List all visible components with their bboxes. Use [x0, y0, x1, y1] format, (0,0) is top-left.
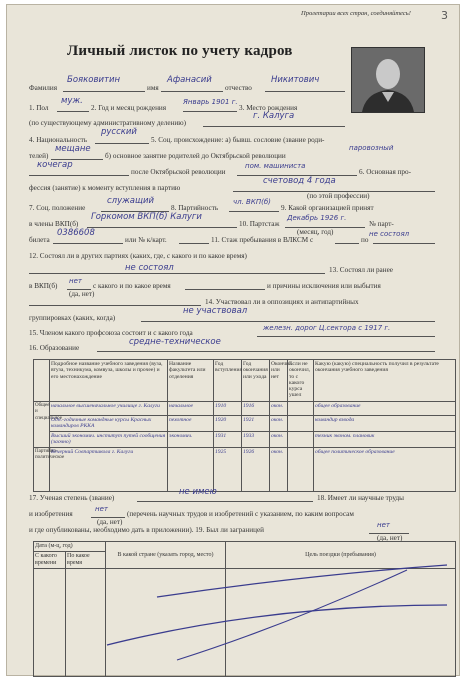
label-vkpb: в члены ВКП(б) [29, 220, 79, 228]
label-main-profession: 6. Основная про- [359, 168, 411, 176]
edu-cell: 1910 [214, 402, 242, 416]
edu-cell: Высший экономич. институт путей сообщения (заочно) [50, 431, 168, 447]
party-value: чл. ВКП(б) [233, 198, 271, 206]
birthplace-value: г. Калуга [253, 111, 295, 121]
edu-header-spec: Какую (какую) специальность получил в результате окончания учебного заведения [314, 360, 456, 402]
label-party-number: № парт- [369, 220, 394, 228]
edu-header-done: Окончил или нет [270, 360, 288, 402]
edu-group-party: Партийно-политическое [34, 447, 50, 491]
edu-cell: Одн.-годичные командные курсы Красных командиров РККА [50, 416, 168, 432]
label-organization: 9. Какой организацией принят [281, 204, 374, 212]
occupation-before-value: паровозный [349, 144, 394, 152]
komsomol-value: не состоял [369, 230, 410, 238]
label-birthplace: 3. Место рождения [239, 104, 298, 112]
label-ticket: билета [29, 236, 50, 244]
edu-cell: общее политическое образование [314, 447, 456, 491]
trip-purpose-label: Цель поездки (пребывания) [226, 542, 456, 569]
earlier-value: нет [69, 277, 82, 285]
page-number: 3 [441, 9, 448, 22]
patronymic-value: Никитович [271, 75, 320, 85]
edu-header-name: Подробное название учебного заведения (вуза, втуза, техникума, комвуза, школы и прочее) и его местонахождение [50, 360, 168, 402]
edu-group-general: Общее и специальное [34, 402, 50, 448]
birth-value: Январь 1901 г. [183, 98, 238, 106]
edu-cell: пехотное [168, 416, 214, 432]
works-value: нет [95, 505, 108, 513]
label-social-status: 7. Соц. положение [29, 204, 86, 212]
label-degree: 17. Ученая степень (звание) [29, 494, 115, 502]
edu-cell [168, 447, 214, 491]
label-birth: 2. Год и месяц рождения [91, 104, 167, 112]
motto: Пролетарии всех стран, соединяйтесь! [301, 10, 411, 17]
label-komsomol: 11. Стаж пребывания в ВЛКСМ с [211, 236, 314, 244]
edu-cell: 1925 [214, 447, 242, 491]
organization-value: Горкомом ВКП(б) Калуги [91, 212, 202, 222]
occupation-after-value: пом. машиниста [245, 162, 306, 170]
label-by-profession: (по этой профессии) [307, 192, 370, 200]
edu-cell: командир взвода [314, 416, 456, 432]
social-value: служащий [107, 196, 155, 206]
trips-table [33, 541, 456, 677]
edu-cell: окон. [270, 416, 288, 432]
label-groups: группировках (каких, когда) [29, 314, 116, 322]
label-after-revolution: после Октябрьской революции [131, 168, 226, 176]
name-value: Афанасий [167, 75, 212, 85]
edu-cell: общее образование [314, 402, 456, 416]
union-value: железн. дорог Ц.сектора с 1917 г. [263, 324, 391, 332]
page-title: Личный листок по учету кадров [67, 43, 293, 59]
label-union: 15. Членом какого профсоюза состоит и с какого года [29, 329, 193, 337]
profession-value: счетовод 4 года [263, 176, 336, 186]
label-other-parties: 12. Состоял ли в других партиях (каких, где, с какого и по какое время) [29, 252, 247, 260]
label-exclusion: и причины исключения или выбытия [267, 282, 381, 290]
trip-to-label: По какое время [66, 552, 106, 569]
edu-cell: экономич. [168, 431, 214, 447]
edu-header-end: Год окончания или ухода [242, 360, 270, 402]
table-row [34, 416, 456, 432]
edu-cell [288, 447, 314, 491]
label-published: и где опубликованы, необходимо дать в приложении). 19. Был ли заграницей [29, 526, 264, 534]
label-komsomol-to: по [361, 236, 369, 244]
label-card: или № к/карт. [125, 236, 167, 244]
education-value: средне-техническое [129, 337, 221, 347]
label-earlier: 13. Состоял ли ранее [329, 266, 393, 274]
label-sex: 1. Пол [29, 104, 49, 112]
edu-cell [288, 431, 314, 447]
edu-cell: 1933 [242, 431, 270, 447]
edu-header-course: Если не окончил, то с какого курса ушел [288, 360, 314, 402]
edu-cell: окон. [270, 402, 288, 416]
edu-header-faculty: Название факультета или отделения [168, 360, 214, 402]
opposition-value: не участвовал [183, 306, 248, 316]
edu-cell: окон. [270, 447, 288, 491]
trip-country-label: В какой стране (указать город, место) [106, 542, 226, 569]
other-parties-value: не состоял [125, 263, 174, 273]
edu-cell: начальное высшеначальное училище г. Калуги [50, 402, 168, 416]
label-profession-moment: фессия (занятие) к моменту вступления в партию [29, 184, 181, 192]
card-value: 0386608 [57, 228, 95, 238]
label-party: 8. Партийность [171, 204, 219, 212]
label-social-origin: 5. Соц. происхождение: а) бывш. сословие (звание роди- [151, 136, 325, 144]
edu-cell: 1926 [242, 447, 270, 491]
abroad-value: нет [377, 521, 390, 529]
edu-cell: 1920 [214, 416, 242, 432]
occupation-before2-value: кочегар [37, 160, 73, 170]
degree-value: не имею [179, 487, 217, 497]
edu-cell: Вечерний Совпартшкола г. Калуги [50, 447, 168, 491]
label-inventions-list: (перечень научных трудов и изобретений с указанием, по каким вопросам [127, 510, 354, 518]
label-period: с какого и по какое время [93, 282, 171, 290]
edu-cell: окон. [270, 431, 288, 447]
table-row [34, 402, 456, 416]
trip-from-label: С какого времени [34, 552, 66, 569]
form-sheet [6, 4, 460, 676]
label-patronymic: отчество [225, 84, 252, 92]
label-nationality: 4. Национальность [29, 136, 88, 144]
label-parents-occupation: б) основное занятие родителей до Октябрьской революции [105, 152, 286, 160]
edu-cell [288, 416, 314, 432]
education-table [33, 359, 456, 492]
surname-value: Бояковитин [67, 75, 121, 85]
edu-cell: 1921 [242, 416, 270, 432]
label-yesno-2: (да, нет) [97, 518, 123, 526]
label-opposition: 14. Участвовал ли в оппозициях и антипартийных [205, 298, 359, 306]
edu-header-start: Год вступления [214, 360, 242, 402]
trip-date-label: Дата (м-ц, год) [34, 542, 106, 552]
partstazh-value: Декабрь 1926 г. [287, 214, 347, 222]
label-yesno-1: (да, нет) [69, 290, 95, 298]
label-parents: телей) [29, 152, 49, 160]
label-partstazh: 10. Партстаж [239, 220, 280, 228]
label-education: 16. Образование [29, 344, 80, 352]
edu-cell: начальное [168, 402, 214, 416]
edu-cell: 1931 [214, 431, 242, 447]
edu-cell: техник эконом. плановик [314, 431, 456, 447]
table-row [34, 431, 456, 447]
estate-value: мещане [55, 144, 91, 154]
label-surname: Фамилия [29, 84, 58, 92]
label-works: 18. Имеет ли научные труды [317, 494, 404, 502]
table-row [34, 569, 456, 677]
table-row [34, 447, 456, 491]
label-yesno-3: (да, нет) [377, 534, 403, 542]
edu-cell: 1916 [242, 402, 270, 416]
portrait-photo-icon [351, 47, 425, 113]
label-month-year-1: (месяц, год) [297, 228, 334, 236]
label-admin-division: (по существующему административному делению) [29, 119, 186, 127]
edu-cell [288, 402, 314, 416]
sex-value: муж. [61, 96, 83, 106]
label-vkpb-earlier: в ВКП(б) [29, 282, 58, 290]
nationality-value: русский [101, 127, 137, 137]
label-name: имя [147, 84, 159, 92]
label-inventions: и изобретения [29, 510, 73, 518]
